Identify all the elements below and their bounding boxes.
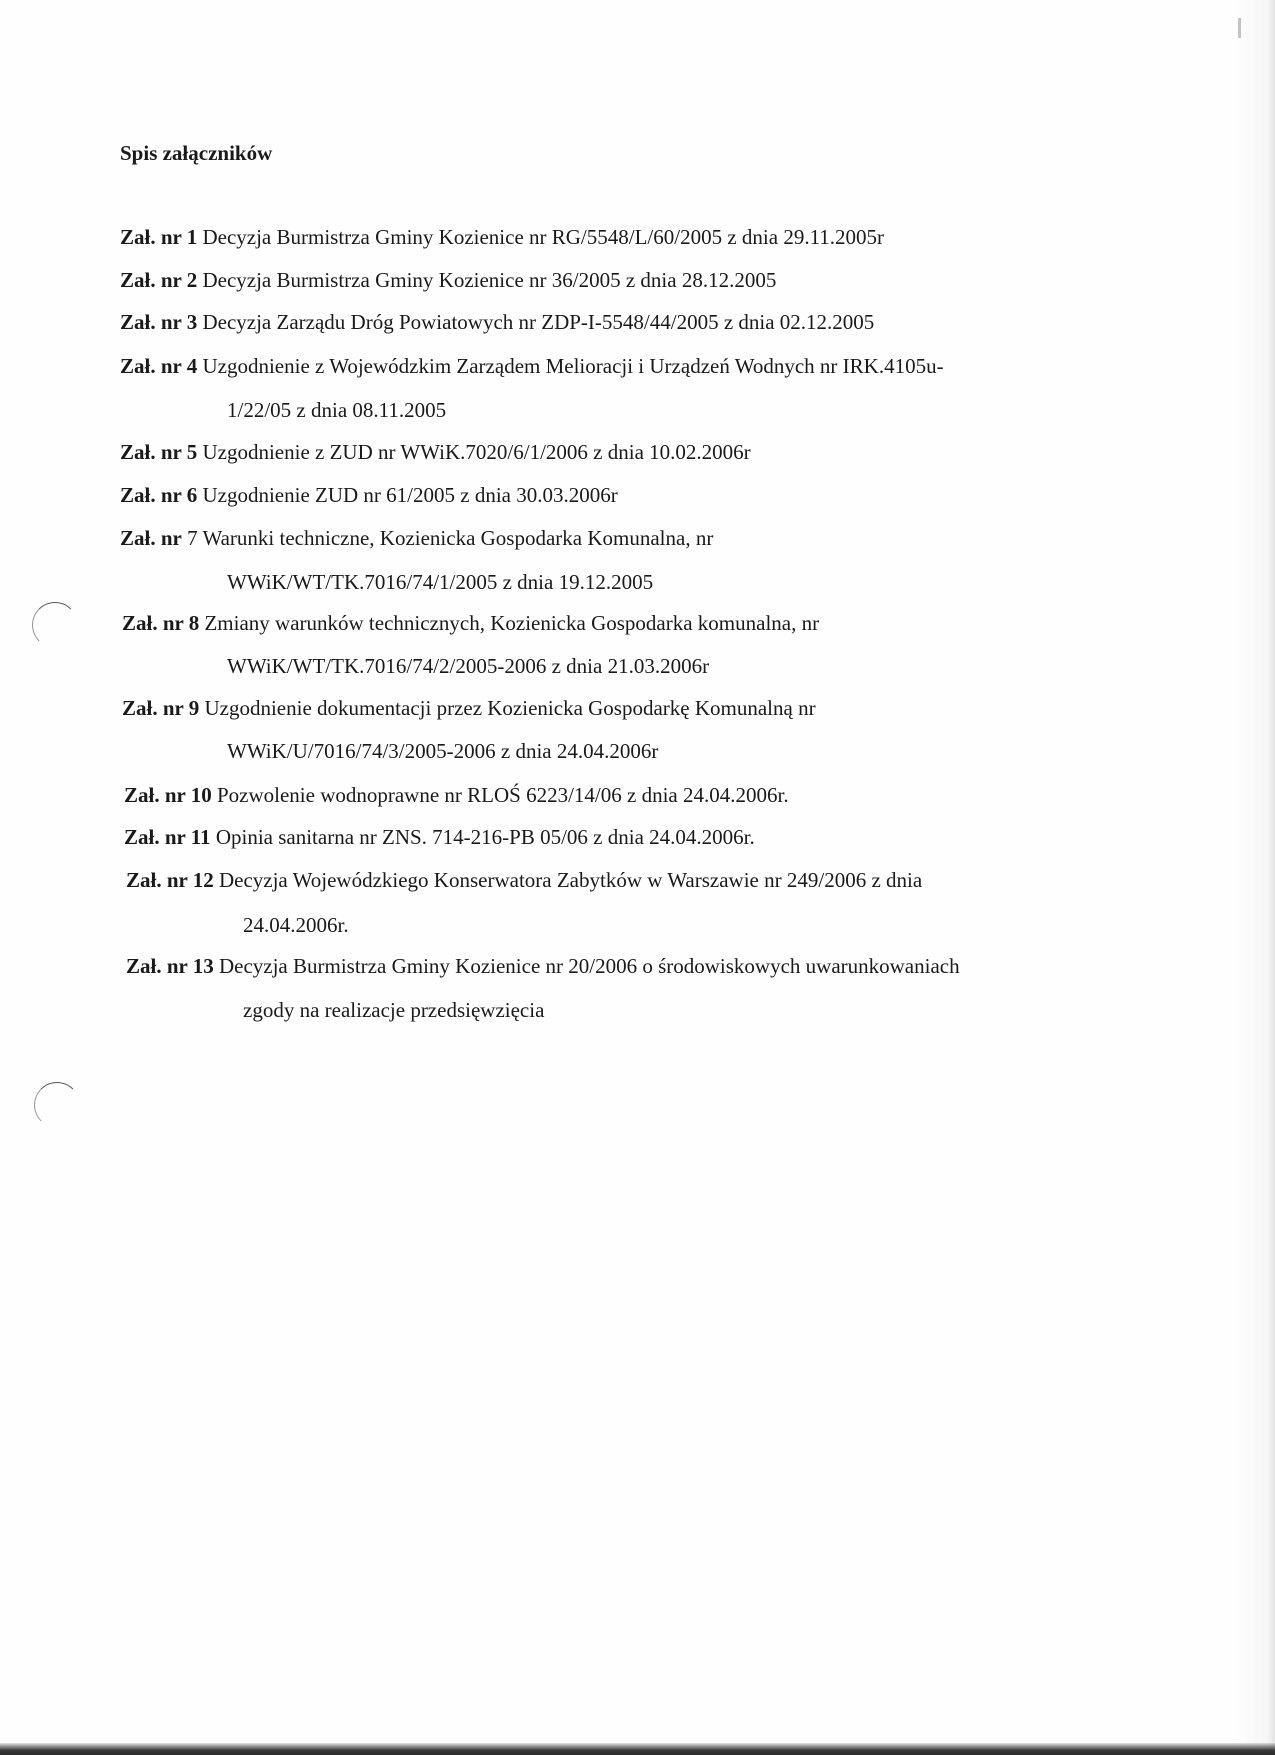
attachment-entry-3 — [120, 309, 874, 335]
attachment-text: 7 Warunki techniczne, Kozienicka Gospodarka Komunalna, nr — [181, 526, 714, 550]
attachment-text: Opinia sanitarna nr ZNS. 714-216-PB 05/06 z dnia 24.04.2006r. — [210, 825, 755, 849]
attachment-entry-4 — [120, 353, 944, 379]
attachment-entry-12 — [126, 867, 922, 893]
attachment-entry-5 — [120, 439, 751, 465]
attachment-text: Decyzja Burmistrza Gminy Kozienice nr 20/2006 o środowiskowych uwarunkowaniach — [213, 954, 960, 978]
attachment-text: Uzgodnienie z Wojewódzkim Zarządem Melioracji i Urządzeń Wodnych nr IRK.4105u- — [197, 354, 944, 378]
attachment-text: Decyzja Wojewódzkiego Konserwatora Zabytków w Warszawie nr 249/2006 z dnia — [213, 868, 923, 892]
attachment-text: Uzgodnienie ZUD nr 61/2005 z dnia 30.03.2006r — [197, 483, 618, 507]
attachment-entry-9 — [122, 695, 816, 721]
attachment-label: Zał. nr 11 — [124, 825, 211, 849]
attachment-text-continued: WWiK/WT/TK.7016/74/2/2005-2006 z dnia 21.03.2006r — [227, 654, 710, 678]
attachment-entry-2 — [120, 267, 776, 293]
document-title: Spis załączników — [120, 141, 273, 165]
attachment-text: Decyzja Burmistrza Gminy Kozienice nr RG/5548/L/60/2005 z dnia 29.11.2005r — [197, 225, 885, 249]
edge-mark — [1238, 18, 1241, 38]
attachment-entry-1 — [120, 224, 884, 250]
attachment-entry-13 — [126, 953, 960, 979]
attachment-label: Zał. nr 2 — [120, 268, 198, 292]
attachment-text: Decyzja Burmistrza Gminy Kozienice nr 36/2005 z dnia 28.12.2005 — [197, 268, 777, 292]
attachment-label: Zał. nr 9 — [122, 696, 200, 720]
attachment-text-continued: 24.04.2006r. — [243, 913, 349, 937]
attachment-text-continued: WWiK/U/7016/74/3/2005-2006 z dnia 24.04.2006r — [227, 739, 659, 763]
attachment-entry-6 — [120, 482, 618, 508]
attachment-text: Uzgodnienie dokumentacji przez Kozienicka Gospodarkę Komunalną nr — [199, 696, 816, 720]
attachment-entry-11 — [124, 824, 755, 850]
page-right-shadow — [1235, 0, 1275, 1755]
attachment-text-continued: 1/22/05 z dnia 08.11.2005 — [227, 398, 447, 422]
attachment-text: Zmiany warunków technicznych, Kozienicka Gospodarka komunalna, nr — [199, 611, 820, 635]
attachment-label: Zał. nr 12 — [126, 868, 214, 892]
attachment-label: Zał. nr — [120, 526, 182, 550]
attachment-entry-7 — [120, 525, 713, 551]
punch-hole-icon — [34, 1082, 80, 1128]
attachment-text: Decyzja Zarządu Dróg Powiatowych nr ZDP-I-5548/44/2005 z dnia 02.12.2005 — [197, 310, 875, 334]
attachment-label: Zał. nr 4 — [120, 354, 198, 378]
attachment-text: Pozwolenie wodnoprawne nr RLOŚ 6223/14/06 z dnia 24.04.2006r. — [211, 783, 789, 807]
attachment-label: Zał. nr 13 — [126, 954, 214, 978]
attachment-label: Zał. nr 10 — [124, 783, 212, 807]
attachment-label: Zał. nr 8 — [122, 611, 200, 635]
attachment-label: Zał. nr 5 — [120, 440, 198, 464]
attachment-text: Uzgodnienie z ZUD nr WWiK.7020/6/1/2006 z dnia 10.02.2006r — [197, 440, 751, 464]
attachment-text-continued: zgody na realizacje przedsięwzięcia — [243, 998, 545, 1022]
attachment-label: Zał. nr 6 — [120, 483, 198, 507]
attachment-entry-8 — [122, 610, 819, 636]
punch-hole-icon — [32, 602, 78, 648]
page-bottom-edge — [0, 1743, 1275, 1755]
attachment-label: Zał. nr 1 — [120, 225, 198, 249]
attachment-text-continued: WWiK/WT/TK.7016/74/1/2005 z dnia 19.12.2005 — [227, 570, 654, 594]
attachment-label: Zał. nr 3 — [120, 310, 198, 334]
attachment-entry-10 — [124, 782, 789, 808]
